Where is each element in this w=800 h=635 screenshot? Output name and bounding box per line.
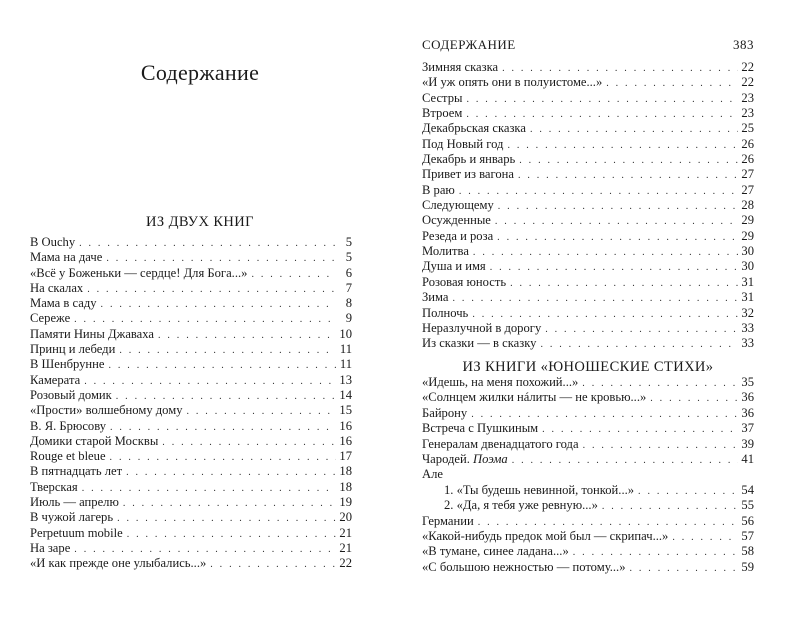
toc-entry-title: Памяти Нины Джаваха — [30, 326, 154, 341]
toc-entry[interactable] — [422, 60, 754, 75]
toc-entry[interactable] — [422, 213, 754, 228]
leader-dots — [476, 515, 738, 530]
toc-entry[interactable] — [30, 388, 352, 403]
toc-entry[interactable] — [30, 541, 352, 556]
toc-entry-page: 13 — [339, 372, 352, 387]
toc-entry-title: Генералам двенадцатого года — [422, 436, 579, 451]
toc-entry[interactable] — [422, 560, 754, 575]
toc-entry[interactable] — [30, 296, 352, 311]
toc-subentry[interactable] — [422, 483, 754, 498]
page-title: Содержание — [140, 60, 260, 85]
toc-entry-title: «И уж опять они в полуистоме...» — [422, 75, 603, 90]
toc-entry-page: 57 — [741, 528, 754, 543]
toc-entry-title: Молитва — [422, 244, 469, 259]
leader-dots — [628, 561, 739, 576]
toc-entry-title: Мама в саду — [30, 296, 97, 311]
leader-dots — [72, 312, 336, 327]
toc-entry-page: 22 — [741, 75, 754, 90]
toc-entry-page: 29 — [741, 228, 754, 243]
toc-entry-page: 25 — [741, 121, 754, 136]
toc-entry-page: 16 — [339, 433, 352, 448]
page-number: 383 — [733, 37, 754, 52]
leader-dots — [496, 199, 738, 214]
leader-dots — [108, 420, 336, 435]
toc-entry-page: 21 — [339, 540, 352, 555]
toc-entry-page: 31 — [741, 290, 754, 305]
toc-entry-page: 55 — [741, 498, 754, 513]
toc-entry-title: «Всё у Боженьки — сердце! Для Бога...» — [30, 265, 248, 280]
toc-entry-title: Декабрь и январь — [422, 152, 516, 167]
toc-entry[interactable] — [422, 406, 754, 421]
toc-entry-page: 15 — [339, 403, 352, 418]
leader-dots — [107, 358, 337, 373]
toc-entry-title: В. Я. Брюсову — [30, 418, 107, 433]
toc-entry-page: 33 — [741, 336, 754, 351]
toc-list-right-bottom — [422, 375, 754, 575]
leader-dots — [99, 297, 336, 312]
toc-entry-page: 10 — [339, 326, 352, 341]
leader-dots — [528, 122, 738, 137]
toc-entry-title: Зима — [422, 290, 449, 305]
toc-entry-title: Втроем — [422, 106, 463, 121]
toc-entry[interactable] — [30, 556, 352, 571]
leader-dots — [495, 230, 738, 245]
leader-dots — [604, 76, 738, 91]
toc-entry-page: 21 — [339, 525, 352, 540]
toc-entry[interactable] — [422, 306, 754, 321]
toc-entry-page: 33 — [741, 320, 754, 335]
leader-dots — [115, 511, 336, 526]
section-heading-two-books: ИЗ ДВУХ КНИГ — [146, 214, 254, 230]
toc-entry[interactable] — [422, 421, 754, 436]
toc-entry-page: 54 — [741, 482, 754, 497]
toc-entry-title: «И как прежде оне улыбались...» — [30, 556, 207, 571]
toc-entry-title: На заре — [30, 540, 71, 555]
toc-entry-title: Байрону — [422, 405, 468, 420]
toc-entry-title: «В тумане, синее ладана...» — [422, 544, 569, 559]
toc-entry-title: Сереже — [30, 311, 71, 326]
section-heading-youth-poems: ИЗ КНИГИ «ЮНОШЕСКИЕ СТИХИ» — [462, 359, 714, 375]
leader-dots — [516, 168, 738, 183]
toc-entry-title: Зимняя сказка — [422, 60, 499, 74]
leader-dots — [104, 251, 336, 266]
toc-entry-title: В пятнадцать лет — [30, 464, 123, 479]
leader-dots — [470, 307, 738, 322]
toc-subentry[interactable] — [422, 498, 754, 513]
toc-entry-title: В Шенбрунне — [30, 357, 105, 372]
toc-entry[interactable] — [30, 281, 352, 296]
leader-dots — [636, 484, 738, 499]
toc-entry-title — [422, 452, 510, 467]
leader-dots — [77, 236, 336, 251]
toc-entry[interactable] — [30, 419, 352, 434]
toc-entry-title: Але — [422, 467, 443, 482]
toc-entry[interactable] — [30, 266, 352, 281]
toc-entry-page: 9 — [345, 311, 352, 326]
toc-entry-page: 30 — [741, 244, 754, 259]
toc-entry[interactable] — [30, 480, 352, 495]
toc-entry-title: Сестры — [422, 90, 463, 105]
toc-entry-page: 59 — [741, 559, 754, 574]
toc-entry[interactable] — [422, 321, 754, 336]
leader-dots — [80, 481, 336, 496]
toc-entry-title: «Солнцем жилки нáлиты — не кровью...» — [422, 390, 647, 405]
toc-entry[interactable] — [30, 526, 352, 541]
toc-entry-title: Perpetuum mobile — [30, 525, 123, 540]
leader-dots — [543, 322, 738, 337]
toc-entry-title: Мама на даче — [30, 250, 103, 265]
toc-entry-title-italic: Поэма — [473, 451, 508, 466]
leader-dots — [451, 291, 738, 306]
toc-entry-page: 36 — [741, 405, 754, 420]
toc-entry-page: 20 — [339, 510, 352, 525]
toc-entry[interactable] — [30, 495, 352, 510]
toc-entry-title: Декабрьская сказка — [422, 121, 526, 136]
toc-entry-title: Душа и имя — [422, 259, 486, 274]
toc-entry-page: 22 — [339, 556, 352, 571]
toc-entry[interactable] — [30, 342, 352, 357]
toc-entry[interactable] — [422, 121, 754, 136]
leader-dots — [208, 557, 336, 572]
leader-dots — [471, 245, 738, 260]
toc-entry[interactable] — [30, 357, 352, 372]
toc-entry-page: 17 — [339, 449, 352, 464]
toc-entry-page: 26 — [741, 136, 754, 151]
toc-entry-page: 56 — [741, 513, 754, 528]
leader-dots — [508, 276, 738, 291]
toc-entry[interactable] — [422, 152, 754, 167]
running-head — [422, 37, 754, 53]
toc-entry-title: Встреча с Пушкиным — [422, 421, 539, 436]
toc-entry[interactable] — [422, 514, 754, 529]
toc-entry-title: Под Новый год — [422, 136, 504, 151]
toc-entry-page: 16 — [339, 418, 352, 433]
toc-entry[interactable] — [422, 198, 754, 213]
toc-entry-page: 27 — [741, 182, 754, 197]
leader-dots — [538, 337, 738, 352]
toc-entry-page: 30 — [741, 259, 754, 274]
toc-entry-title: В раю — [422, 182, 455, 197]
leader-dots — [469, 407, 738, 422]
toc-entry-page: 58 — [741, 544, 754, 559]
leader-dots — [156, 328, 336, 343]
toc-entry-page: 29 — [741, 213, 754, 228]
toc-entry[interactable] — [422, 137, 754, 152]
leader-dots — [108, 450, 336, 465]
leader-dots — [488, 260, 738, 275]
toc-entry-title: Камерата — [30, 372, 81, 387]
leader-dots — [117, 343, 336, 358]
toc-entry-title: Из сказки — в сказку — [422, 336, 537, 351]
toc-entry-title: «Прости» волшебному дому — [30, 403, 183, 418]
toc-entry-page: 32 — [741, 305, 754, 320]
leader-dots — [500, 61, 738, 76]
toc-entry-title: Июль — апрелю — [30, 495, 119, 510]
toc-entry-title-main: Чародей. — [422, 451, 474, 466]
toc-entry[interactable] — [30, 510, 352, 525]
toc-entry[interactable] — [30, 464, 352, 479]
leader-dots — [540, 422, 738, 437]
toc-entry[interactable] — [422, 106, 754, 121]
toc-entry[interactable] — [422, 275, 754, 290]
toc-entry-page: 22 — [741, 60, 754, 74]
leader-dots — [517, 153, 738, 168]
toc-entry[interactable] — [422, 259, 754, 274]
leader-dots — [124, 465, 336, 480]
toc-entry-title: В Ouchy — [30, 235, 76, 249]
toc-entry-title: Привет из вагона — [422, 167, 514, 182]
toc-entry-page: 14 — [339, 387, 352, 402]
leader-dots — [72, 542, 336, 557]
toc-entry[interactable] — [422, 437, 754, 452]
toc-entry-group[interactable] — [422, 467, 754, 482]
leader-dots — [581, 438, 738, 453]
toc-entry-page: 5 — [345, 250, 352, 265]
running-head-title: СОДЕРЖАНИЕ — [422, 37, 516, 52]
toc-entry[interactable] — [422, 244, 754, 259]
leader-dots — [160, 435, 336, 450]
toc-entry[interactable] — [422, 183, 754, 198]
leader-dots — [249, 267, 336, 282]
leader-dots — [114, 389, 336, 404]
toc-entry-page: 36 — [741, 390, 754, 405]
toc-entry-page: 26 — [741, 152, 754, 167]
toc-entry[interactable] — [30, 373, 352, 388]
toc-entry-title: Розовая юность — [422, 274, 507, 289]
toc-entry[interactable] — [30, 449, 352, 464]
toc-entry-page: 18 — [339, 464, 352, 479]
leader-dots — [600, 499, 738, 514]
toc-entry[interactable] — [30, 403, 352, 418]
toc-entry-page: 7 — [345, 280, 352, 295]
toc-entry-page: 39 — [741, 436, 754, 451]
toc-entry[interactable] — [30, 434, 352, 449]
leader-dots — [121, 496, 336, 511]
leader-dots — [670, 530, 738, 545]
toc-entry-page: 41 — [741, 451, 754, 466]
leader-dots — [493, 214, 738, 229]
toc-entry-title: Тверская — [30, 479, 78, 494]
toc-entry-page: 18 — [339, 479, 352, 494]
toc-entry[interactable] — [422, 167, 754, 182]
toc-entry-page: 23 — [741, 106, 754, 121]
toc-list-right-top — [422, 60, 754, 352]
toc-entry-title: В чужой лагерь — [30, 510, 114, 525]
leader-dots — [464, 92, 738, 107]
toc-entry-page: 5 — [345, 235, 352, 249]
toc-entry[interactable] — [422, 75, 754, 90]
toc-list-left — [30, 235, 352, 572]
leader-dots — [505, 138, 738, 153]
toc-entry-title: На скалах — [30, 280, 84, 295]
toc-entry-page: 35 — [741, 375, 754, 389]
toc-entry[interactable] — [422, 91, 754, 106]
toc-entry-page: 23 — [741, 90, 754, 105]
toc-entry[interactable] — [422, 336, 754, 351]
toc-entry-title: Следующему — [422, 198, 494, 213]
toc-entry-title: 1. «Ты будешь невинной, тонкой...» — [444, 482, 635, 497]
toc-entry-page: 11 — [339, 357, 352, 372]
toc-entry-page: 11 — [339, 342, 352, 357]
toc-entry[interactable] — [422, 375, 754, 390]
toc-entry-page: 28 — [741, 198, 754, 213]
toc-entry-page: 8 — [345, 296, 352, 311]
right-page — [400, 0, 800, 635]
toc-entry-title: 2. «Да, я тебя уже ревную...» — [444, 498, 598, 513]
toc-entry-page: 31 — [741, 274, 754, 289]
toc-entry-page: 27 — [741, 167, 754, 182]
toc-entry-title: Полночь — [422, 305, 469, 320]
toc-entry-page: 37 — [741, 421, 754, 436]
toc-entry[interactable] — [30, 327, 352, 342]
toc-entry[interactable] — [30, 235, 352, 250]
toc-entry-title: «С большою нежностью — потому...» — [422, 559, 626, 574]
leader-dots — [580, 376, 738, 391]
toc-entry[interactable] — [422, 290, 754, 305]
toc-entry-title: Домики старой Москвы — [30, 433, 159, 448]
toc-entry[interactable] — [422, 229, 754, 244]
leader-dots — [125, 527, 336, 542]
toc-entry-title: Принц и лебеди — [30, 342, 116, 357]
toc-entry[interactable] — [422, 390, 754, 405]
toc-entry-title: Неразлучной в дорогу — [422, 320, 542, 335]
leader-dots — [457, 184, 738, 199]
toc-entry[interactable] — [422, 529, 754, 544]
leader-dots — [464, 107, 738, 122]
toc-entry-page: 6 — [345, 265, 352, 280]
toc-entry-title: Германии — [422, 513, 474, 528]
toc-entry-title: Розовый домик — [30, 387, 112, 402]
leader-dots — [85, 282, 336, 297]
leader-dots — [571, 545, 738, 560]
leader-dots — [82, 374, 336, 389]
toc-entry[interactable] — [422, 452, 754, 467]
toc-entry-title: Осужденные — [422, 213, 491, 228]
toc-entry-page: 19 — [339, 495, 352, 510]
toc-entry-title: «Какой-нибудь предок мой был — скрипач...» — [422, 528, 669, 543]
toc-entry-title: «Идешь, на меня похожий...» — [422, 375, 579, 389]
leader-dots — [648, 391, 738, 406]
toc-entry[interactable] — [30, 311, 352, 326]
toc-entry[interactable] — [30, 250, 352, 265]
toc-entry-title: Rouge et bleue — [30, 449, 106, 464]
toc-entry-title: Резеда и роза — [422, 228, 494, 243]
leader-dots — [185, 404, 337, 419]
toc-entry[interactable] — [422, 544, 754, 559]
leader-dots — [510, 453, 738, 468]
